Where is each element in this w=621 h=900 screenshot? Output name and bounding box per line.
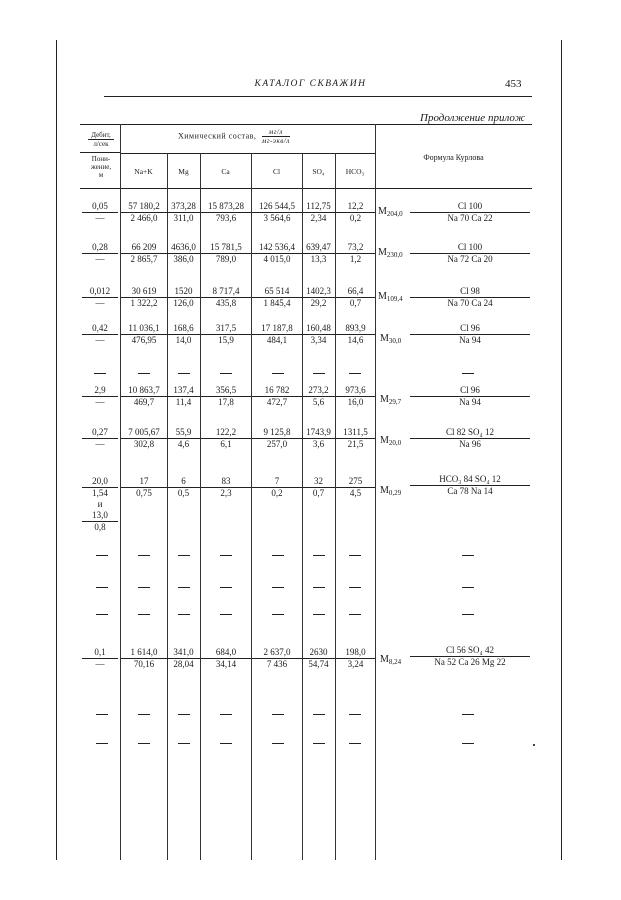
dash-mark — [138, 587, 150, 588]
table-row-1-na-k: 57 180,2 2 466,0 — [121, 201, 167, 224]
dash-mark — [349, 555, 361, 556]
table-row-1-mineralization: $M_{204,0}$ — [378, 206, 403, 218]
table-row-3-kurlov-formula: $\frac{Cl 98}{Na 70 Ca 24}$ — [410, 286, 530, 309]
speck-dot — [533, 744, 535, 746]
header-rule — [104, 96, 532, 97]
table-row-3-flow: 0,012 — — [82, 286, 118, 309]
table-row-5-so4: 273,2 5,6 — [302, 385, 335, 408]
table-row-5-flow: 2,9 — — [82, 385, 118, 408]
dash-mark — [313, 714, 325, 715]
dash-mark — [220, 555, 232, 556]
table-row-3-so4: 1402,3 29,2 — [302, 286, 335, 309]
table-row-7-hco3: 275 4,5 — [336, 476, 375, 499]
col-header-cl: Cl — [272, 167, 281, 176]
dash-mark — [313, 614, 325, 615]
dash-mark — [178, 555, 190, 556]
table-row-7-na-k: 17 0,75 — [121, 476, 167, 499]
table-row-3-hco3: 66,4 0,7 — [336, 286, 375, 309]
table-row-8-mg: 341,0 28,04 — [167, 647, 200, 670]
dash-mark — [178, 743, 190, 744]
dash-mark — [313, 555, 325, 556]
table-row-4-kurlov-formula: $\frac{Cl 96}{Na 94}$ — [410, 323, 530, 346]
dash-mark — [220, 614, 232, 615]
table-row-6-flow: 0,27 — — [82, 427, 118, 450]
drawdown-header: Пони- жение, м — [90, 155, 112, 179]
page-left-edge — [56, 40, 57, 860]
table-row-4-so4: 160,48 3,34 — [302, 323, 335, 346]
dash-mark — [138, 555, 150, 556]
table-row-2-na-k: 66 209 2 865,7 — [121, 242, 167, 265]
dash-mark — [272, 555, 284, 556]
dash-mark — [138, 743, 150, 744]
continuation-label: Продолжение прилож — [420, 112, 525, 124]
table-row-5-mg: 137,4 11,4 — [167, 385, 200, 408]
table-row-7-mg: 6 0,5 — [167, 476, 200, 499]
table-row-2-hco3: 73,2 1,2 — [336, 242, 375, 265]
chem-composition-header: Химический состав, мг/л мг-экв/л — [178, 128, 290, 145]
table-row-7-flow: 20,0 1,54 и 13,0 0,8 — [82, 476, 118, 533]
dash-mark — [462, 587, 474, 588]
table-row-1-mg: 373,28 311,0 — [167, 201, 200, 224]
dash-mark — [96, 714, 108, 715]
table-header-bottom-rule — [80, 188, 532, 189]
table-row-5-hco3: 973,6 16,0 — [336, 385, 375, 408]
dash-mark — [220, 714, 232, 715]
table-row-1-hco3: 12,2 0,2 — [336, 201, 375, 224]
table-row-5-cl: 16 782 472,7 — [252, 385, 302, 408]
table-row-4-flow: 0,42 — — [82, 323, 118, 346]
col-header-mg: Mg — [178, 167, 189, 176]
table-row-6-na-k: 7 005,67 302,8 — [121, 427, 167, 450]
col-line-hco3 — [375, 124, 376, 860]
dash-mark — [313, 587, 325, 588]
dash-mark — [349, 714, 361, 715]
dash-mark — [349, 587, 361, 588]
dash-mark — [272, 714, 284, 715]
table-row-2-ca: 15 781,5 789,0 — [201, 242, 251, 265]
table-row-4-na-k: 11 036,1 476,95 — [121, 323, 167, 346]
table-row-7-cl: 7 0,2 — [252, 476, 302, 499]
dash-mark — [96, 743, 108, 744]
table-row-8-mineralization: $M_{8,24}$ — [380, 654, 402, 666]
dash-mark — [462, 714, 474, 715]
dash-mark — [96, 614, 108, 615]
dash-mark — [138, 614, 150, 615]
col-header-so4: SO₄ — [312, 167, 325, 176]
table-row-7-kurlov-formula: HCO₃ 84 SO₄ 12 Ca 78 Na 14 — [410, 474, 530, 497]
dash-mark — [178, 587, 190, 588]
table-row-1-ca: 15 873,28 793,6 — [201, 201, 251, 224]
flow-header-divider — [80, 152, 120, 153]
page-number: 453 — [505, 78, 522, 90]
dash-mark — [462, 373, 474, 374]
table-row-4-cl: 17 187,8 484,1 — [252, 323, 302, 346]
table-row-5-na-k: 10 863,7 469,7 — [121, 385, 167, 408]
dash-mark — [138, 714, 150, 715]
table-row-1-kurlov-formula: $\frac{Cl 100}{Na 70 Ca 22}$ — [410, 201, 530, 224]
table-row-7-ca: 83 2,3 — [201, 476, 251, 499]
table-row-3-mg: 1520 126,0 — [167, 286, 200, 309]
table-row-6-ca: 122,2 6,1 — [201, 427, 251, 450]
table-row-3-mineralization: $M_{109,4}$ — [378, 291, 403, 303]
table-row-4-hco3: 893,9 14,6 — [336, 323, 375, 346]
dash-mark — [349, 614, 361, 615]
dash-mark — [178, 614, 190, 615]
table-row-8-so4: 2630 54,74 — [302, 647, 335, 670]
table-row-2-flow: 0,28 — — [82, 242, 118, 265]
table-row-4-mg: 168,6 14,0 — [167, 323, 200, 346]
dash-mark — [220, 587, 232, 588]
table-row-8-ca: 684,0 34,14 — [201, 647, 251, 670]
table-row-1-so4: 112,75 2,34 — [302, 201, 335, 224]
table-top-rule — [80, 124, 532, 125]
table-row-8-kurlov-formula: $\frac{\text{Cl 56 SO₄ 42}}{Na 52 Ca 26 Mg 22}$ — [410, 645, 530, 668]
dash-mark — [462, 614, 474, 615]
dash-mark — [178, 714, 190, 715]
table-row-3-na-k: 30 619 1 322,2 — [121, 286, 167, 309]
table-row-4-mineralization: $M_{30,0}$ — [380, 333, 402, 345]
col-header-na-k: Na+K — [134, 167, 153, 176]
dash-mark — [313, 743, 325, 744]
table-row-5-mineralization: $M_{29,7}$ — [380, 394, 402, 406]
table-row-2-mineralization: $M_{230,0}$ — [378, 247, 403, 259]
dash-mark — [272, 373, 284, 374]
chem-header-divider — [120, 153, 375, 154]
dash-mark — [272, 614, 284, 615]
dash-mark — [313, 373, 325, 374]
table-row-8-cl: 2 637,0 7 436 — [252, 647, 302, 670]
table-row-4-ca: 317,5 15,9 — [201, 323, 251, 346]
dash-mark — [96, 587, 108, 588]
dash-mark — [96, 555, 108, 556]
table-row-7-so4: 32 0,7 — [302, 476, 335, 499]
table-row-2-kurlov-formula: $\frac{Cl 100}{Na 72 Ca 20}$ — [410, 242, 530, 265]
dash-mark — [178, 373, 190, 374]
col-header-kurlov: Формула Курлова — [423, 153, 484, 162]
running-title: КАТАЛОГ СКВАЖИН — [254, 79, 367, 89]
dash-mark — [349, 373, 361, 374]
dash-mark — [220, 373, 232, 374]
table-row-1-cl: 126 544,5 3 564,6 — [252, 201, 302, 224]
dash-mark — [462, 555, 474, 556]
debit-header: Дебит, л/сек — [82, 131, 120, 148]
dash-mark — [138, 373, 150, 374]
table-row-2-so4: 639,47 13,3 — [302, 242, 335, 265]
page-right-edge — [561, 40, 562, 860]
table-row-5-ca: 356,5 17,8 — [201, 385, 251, 408]
table-row-3-cl: 65 514 1 845,4 — [252, 286, 302, 309]
col-header-hco3: HCO₃ — [345, 167, 365, 176]
table-row-2-cl: 142 536,4 4 015,0 — [252, 242, 302, 265]
dash-mark — [462, 743, 474, 744]
table-row-6-hco3: 1311,5 21,5 — [336, 427, 375, 450]
table-row-8-hco3: 198,0 3,24 — [336, 647, 375, 670]
table-row-1-flow: 0,05 — — [82, 201, 118, 224]
table-row-6-so4: 1743,9 3,6 — [302, 427, 335, 450]
dash-mark — [94, 373, 106, 374]
table-row-3-ca: 8 717,4 435,8 — [201, 286, 251, 309]
table-row-6-mineralization: $M_{20,0}$ — [380, 435, 402, 447]
dash-mark — [272, 587, 284, 588]
table-row-7-mineralization: $M_{0,29}$ — [380, 485, 402, 497]
table-row-5-kurlov-formula: $\frac{Cl 96}{Na 94}$ — [410, 385, 530, 408]
table-row-8-flow: 0,1 — — [82, 647, 118, 670]
table-row-8-na-k: 1 614,0 70,16 — [121, 647, 167, 670]
table-row-2-mg: 4636,0 386,0 — [167, 242, 200, 265]
table-row-6-kurlov-formula: $\frac{\text{Cl 82 SO₄ 12}}{Na 96}$ — [410, 427, 530, 450]
table-row-6-mg: 55,9 4,6 — [167, 427, 200, 450]
table-row-6-cl: 9 125,8 257,0 — [252, 427, 302, 450]
dash-mark — [272, 743, 284, 744]
dash-mark — [220, 743, 232, 744]
dash-mark — [349, 743, 361, 744]
col-header-ca: Ca — [221, 167, 230, 176]
